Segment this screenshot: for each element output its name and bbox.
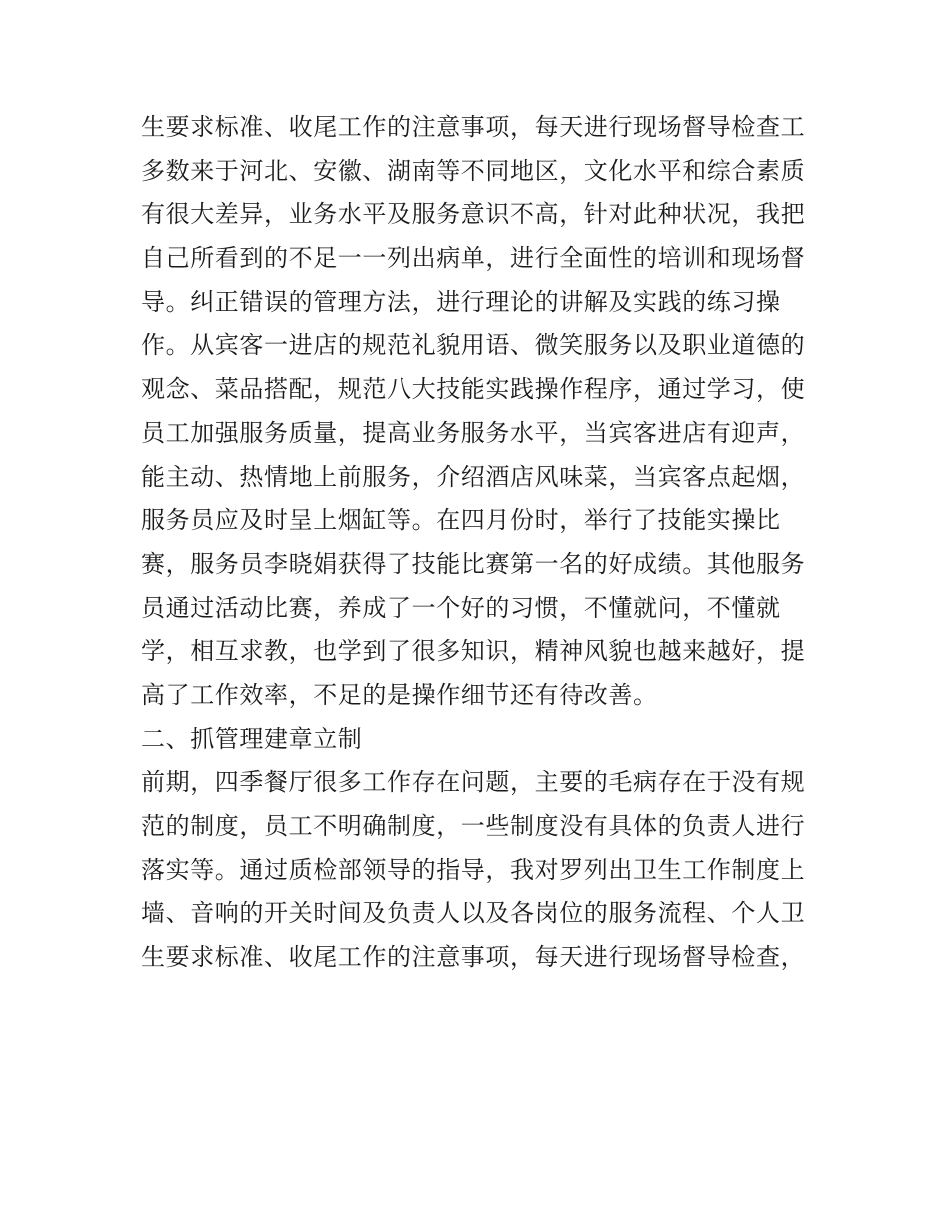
text-line: 高了工作效率，不足的是操作细节还有待改善。 — [141, 680, 658, 709]
text-line: 员工加强服务质量，提高业务服务水平，当宾客进店有迎声， — [141, 418, 806, 447]
text-line: 学，相互求教，也学到了很多知识，精神风貌也越来越好，提 — [141, 637, 806, 666]
text-line: 能主动、热情地上前服务，介绍酒店风味菜，当宾客点起烟， — [141, 462, 806, 491]
text-line: 多数来于河北、安徽、湖南等不同地区，文化水平和综合素质 — [141, 156, 806, 185]
text-line: 生要求标准、收尾工作的注意事项，每天进行现场督导检查， — [141, 943, 806, 972]
body-text — [141, 106, 821, 980]
text-line: 范的制度，员工不明确制度，一些制度没有具体的负责人进行 — [141, 812, 806, 840]
text-line: 前期，四季餐厅很多工作存在问题，主要的毛病存在于没有规 — [141, 768, 806, 797]
text-line: 作。从宾客一进店的规范礼貌用语、微笑服务以及职业道德的 — [141, 331, 806, 360]
text-line: 赛，服务员李晓娟获得了技能比赛第一名的好成绩。其他服务 — [141, 549, 806, 578]
text-line: 导。纠正错误的管理方法，进行理论的讲解及实践的练习操 — [141, 287, 781, 316]
section-heading: 二、抓管理建章立制 — [141, 724, 363, 753]
text-line: 生要求标准、收尾工作的注意事项，每天进行现场督导检查工 — [141, 113, 806, 141]
text-line: 有很大差异，业务水平及服务意识不高，针对此种状况，我把 — [141, 200, 806, 229]
text-line: 观念、菜品搭配，规范八大技能实践操作程序，通过学习，使 — [141, 375, 806, 404]
text-line: 服务员应及时呈上烟缸等。在四月份时，举行了技能实操比 — [141, 506, 781, 535]
text-line: 自己所看到的不足一一列出病单，进行全面性的培训和现场督 — [141, 244, 806, 273]
text-line: 墙、音响的开关时间及负责人以及各岗位的服务流程、个人卫 — [141, 899, 806, 928]
text-line: 员通过活动比赛，养成了一个好的习惯，不懂就问，不懂就 — [141, 593, 781, 622]
text-line: 落实等。通过质检部领导的指导，我对罗列出卫生工作制度上 — [141, 855, 806, 884]
